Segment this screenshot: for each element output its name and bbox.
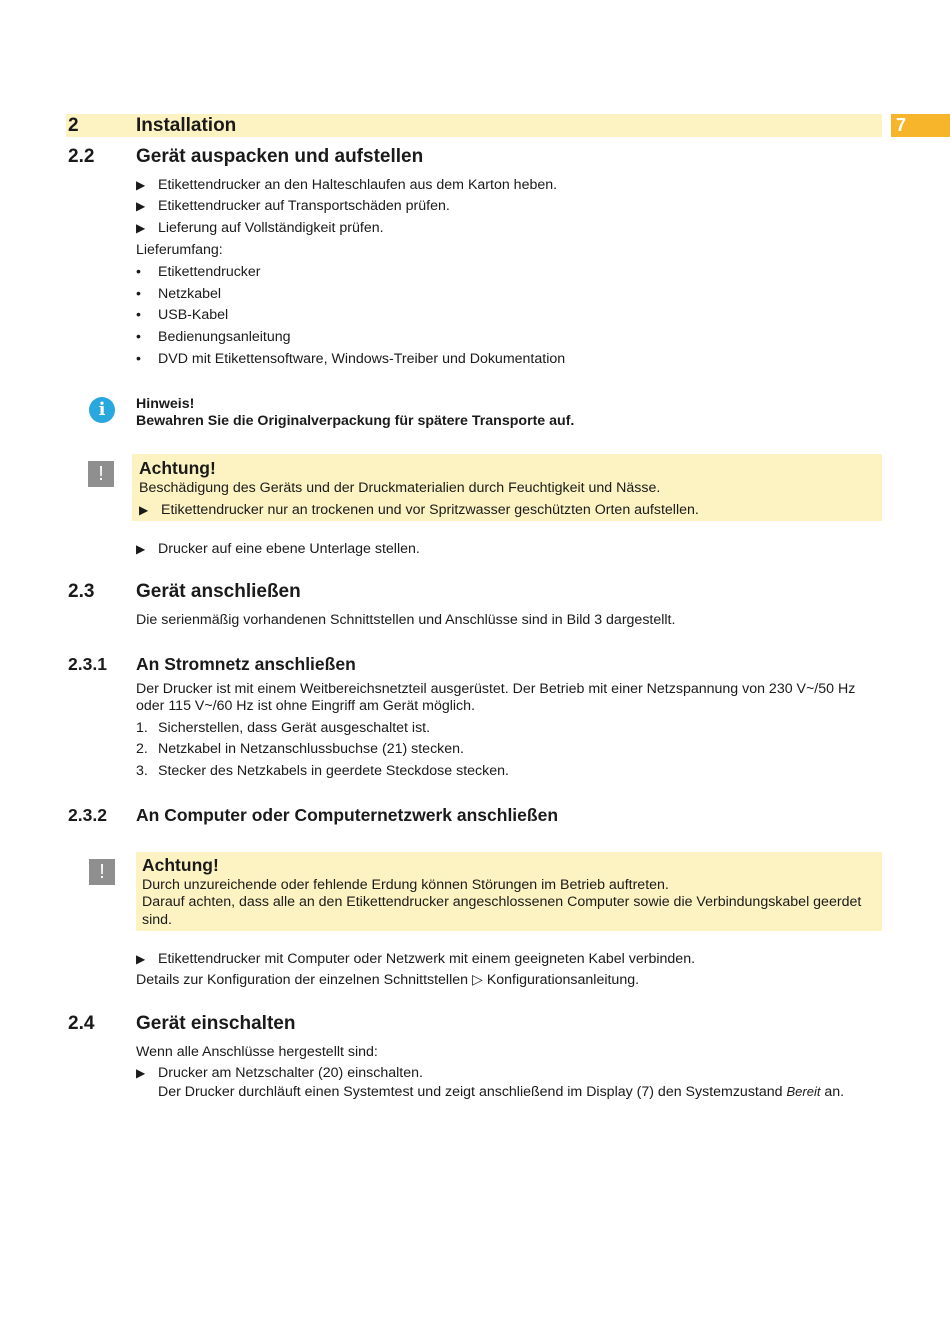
subsection-number: 2.3.1 — [68, 654, 107, 674]
arrow-icon: ▶ — [136, 952, 146, 966]
section-text: Wenn alle Anschlüsse hergestellt sind: — [136, 1044, 378, 1060]
subsection-title: An Computer oder Computernetzwerk anschließen — [136, 805, 559, 825]
subsection-number: 2.3.2 — [68, 805, 107, 825]
list-item: • Bedienungsanleitung — [136, 327, 291, 348]
warning-icon: ! — [88, 461, 114, 487]
warning-title: Achtung! — [142, 855, 219, 875]
instruction-step: ▶ Lieferung auf Vollständigkeit prüfen. — [136, 218, 384, 239]
info-icon: i — [89, 397, 115, 423]
section-number: 2.2 — [68, 146, 95, 167]
arrow-icon: ▶ — [136, 1066, 146, 1080]
bullet-icon: • — [136, 351, 141, 367]
arrow-icon: ▶ — [136, 199, 146, 213]
step-number: 1. — [136, 720, 148, 736]
warning-text: Darauf achten, dass alle an den Etikettendrucker angeschlossenen Computer sowie die Verbindungskabel geerdet — [142, 894, 862, 910]
chapter-number: 2 — [68, 115, 79, 136]
warning-text: Durch unzureichende oder fehlende Erdung können Störungen im Betrieb auftreten. — [142, 877, 669, 893]
scope-label: Lieferumfang: — [136, 242, 223, 258]
page-number-tab — [891, 114, 950, 137]
arrow-icon: ▶ — [139, 503, 149, 517]
bullet-icon: • — [136, 286, 141, 302]
instruction-step: ▶ Etikettendrucker an den Halteschlaufen aus dem Karton heben. — [136, 175, 557, 196]
numbered-step: 1. Sicherstellen, dass Gerät ausgeschaltet ist. — [136, 718, 430, 739]
bullet-icon: • — [136, 329, 141, 345]
bullet-icon: • — [136, 264, 141, 280]
instruction-step: ▶ Etikettendrucker mit Computer oder Netzwerk mit einem geeigneten Kabel verbinden. — [136, 949, 695, 970]
warning-icon: ! — [89, 859, 115, 885]
bullet-icon: • — [136, 307, 141, 323]
arrow-icon: ▶ — [136, 221, 146, 235]
warning-text: Beschädigung des Geräts und der Druckmaterialien durch Feuchtigkeit und Nässe. — [139, 480, 661, 496]
step-number: 2. — [136, 741, 148, 757]
list-item: • USB-Kabel — [136, 305, 228, 326]
list-item: • DVD mit Etikettensoftware, Windows-Treiber und Dokumentation — [136, 349, 565, 370]
state-name: Bereit — [786, 1084, 821, 1099]
section-number: 2.3 — [68, 581, 95, 602]
instruction-step: ▶ Drucker auf eine ebene Unterlage stellen. — [136, 539, 420, 560]
section-title: Gerät einschalten — [136, 1013, 296, 1034]
warning-text: sind. — [142, 912, 172, 928]
section-number: 2.4 — [68, 1013, 95, 1034]
list-item: • Etikettendrucker — [136, 262, 261, 283]
note-title: Hinweis! — [136, 396, 195, 412]
warning-title: Achtung! — [139, 458, 216, 478]
section-title: Gerät auspacken und aufstellen — [136, 146, 424, 167]
section-title: Gerät anschließen — [136, 581, 301, 602]
arrow-icon: ▶ — [136, 178, 146, 192]
reference-text: Details zur Konfiguration der einzelnen Schnittstellen ▷ Konfigurationsanleitung. — [136, 972, 640, 988]
result-text: Der Drucker durchläuft einen Systemtest und zeigt anschließend im Display (7) den Systemzustand Bereit an. — [158, 1084, 845, 1100]
warning-step: ▶ Etikettendrucker nur an trockenen und vor Spritzwasser geschützten Orten aufstellen. — [139, 500, 699, 521]
section-text: Der Drucker ist mit einem Weitbereichsnetzteil ausgerüstet. Der Betrieb mit einer Netzspannung von 230 V~/50 Hz — [136, 681, 856, 697]
arrow-icon: ▶ — [136, 542, 146, 556]
instruction-step: ▶ Drucker am Netzschalter (20) einschalten. — [136, 1063, 423, 1084]
section-text: oder 115 V~/60 Hz ist ohne Eingriff am Gerät möglich. — [136, 698, 475, 714]
page-number: 7 — [896, 115, 907, 135]
numbered-step: 3. Stecker des Netzkabels in geerdete Steckdose stecken. — [136, 761, 509, 782]
section-text: Die serienmäßig vorhandenen Schnittstellen und Anschlüsse sind in Bild 3 dargestellt. — [136, 612, 676, 628]
subsection-title: An Stromnetz anschließen — [136, 654, 356, 674]
numbered-step: 2. Netzkabel in Netzanschlussbuchse (21) stecken. — [136, 739, 464, 760]
list-item: • Netzkabel — [136, 284, 221, 305]
instruction-step: ▶ Etikettendrucker auf Transportschäden prüfen. — [136, 196, 450, 217]
chapter-title: Installation — [136, 115, 237, 136]
note-text: Bewahren Sie die Originalverpackung für spätere Transporte auf. — [136, 413, 575, 429]
step-number: 3. — [136, 763, 148, 779]
